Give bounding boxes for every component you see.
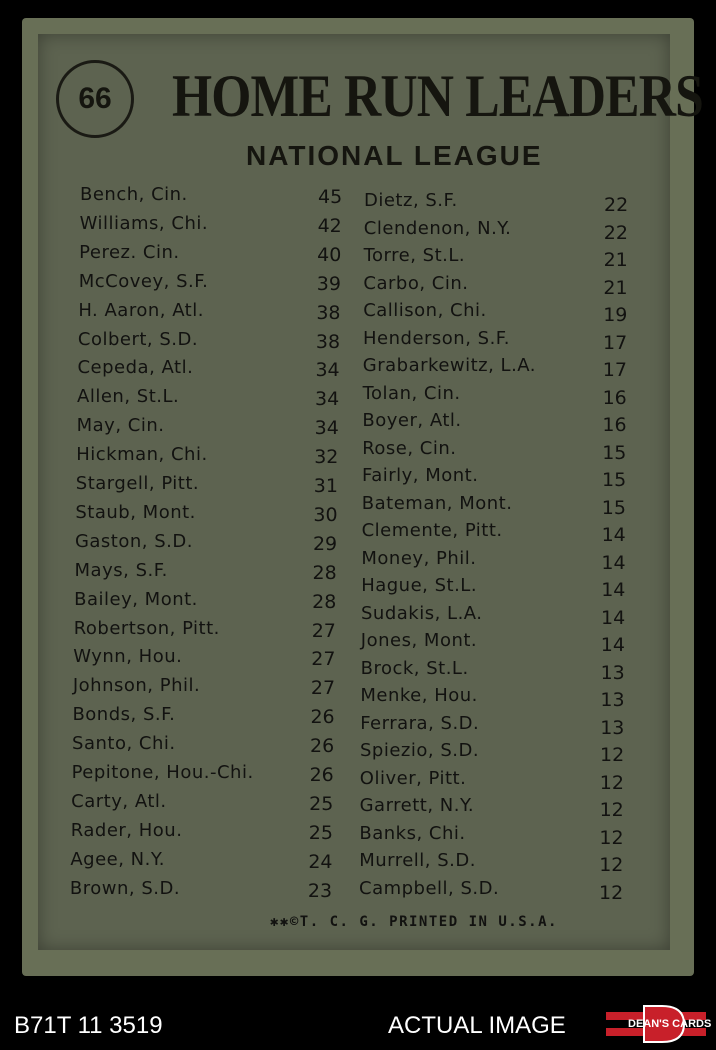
left-home-runs: 26 [310,735,335,758]
left-player-name: Allen, St.L. [77,386,180,408]
right-home-runs: 19 [603,304,628,326]
item-code: B71T 11 3519 [14,1012,163,1039]
left-home-runs: 40 [317,243,342,266]
left-home-runs: 23 [307,879,333,902]
left-player-name: Robertson, Pitt. [73,617,220,639]
right-home-runs: 12 [599,881,624,904]
right-home-runs: 12 [599,799,624,821]
left-player-name: Bonds, S.F. [72,704,176,726]
right-home-runs: 14 [601,524,626,546]
left-player-name: Pepitone, Hou.-Chi. [71,762,254,783]
left-player-name: Williams, Chi. [79,212,209,234]
right-home-runs: 17 [603,331,628,354]
left-home-runs: 28 [312,590,337,613]
left-home-runs: 34 [315,359,340,382]
left-home-runs: 26 [309,764,334,786]
right-player-name: Clendenon, N.Y. [363,217,512,239]
right-home-runs: 15 [602,469,627,491]
left-home-runs: 34 [315,388,340,411]
right-home-runs: 14 [601,579,626,601]
left-player-name: Gaston, S.D. [74,530,193,552]
right-player-name: Bateman, Mont. [361,492,513,514]
right-home-runs: 17 [602,359,627,381]
right-player-name: Brock, St.L. [360,657,469,679]
card-subtitle: NATIONAL LEAGUE [246,140,543,171]
left-home-runs: 27 [311,619,336,642]
left-home-runs: 38 [315,330,341,353]
right-home-runs: 13 [600,689,625,711]
left-player-name: Colbert, S.D. [77,328,199,350]
right-player-name: Menke, Hou. [360,685,478,706]
right-home-runs: 12 [599,854,624,876]
left-player-name: Bailey, Mont. [74,588,198,610]
left-home-runs: 24 [308,850,333,873]
left-player-name: Perez. Cin. [79,241,180,263]
right-home-runs: 13 [600,661,625,684]
actual-image-label: ACTUAL IMAGE [388,1012,566,1039]
right-home-runs: 14 [600,634,625,656]
left-home-runs: 45 [318,186,343,208]
right-home-runs: 12 [599,826,624,849]
right-home-runs: 22 [603,221,628,244]
right-home-runs: 16 [602,386,627,409]
right-player-name: Carbo, Cin. [363,272,469,294]
left-home-runs: 26 [310,706,335,729]
left-player-name: Santo, Chi. [72,733,176,755]
left-home-runs: 31 [313,475,338,497]
right-player-name: Grabarkewitz, L.A. [362,355,537,376]
left-home-runs: 28 [312,561,337,584]
right-home-runs: 12 [600,744,625,766]
left-home-runs: 25 [308,821,333,844]
left-player-name: H. Aaron, Atl. [78,299,204,321]
right-player-name: Murrell, S.D. [359,850,476,871]
right-player-name: Ferrara, S.D. [360,712,480,734]
right-home-runs: 22 [604,194,629,216]
right-home-runs: 21 [603,249,628,271]
left-player-name: May, Cin. [76,415,165,437]
right-home-runs: 21 [603,276,628,299]
left-home-runs: 42 [317,214,342,237]
left-player-name: Carty, Atl. [71,790,167,812]
right-home-runs: 15 [602,441,627,464]
card-title: HOME RUN LEADERS [172,63,703,129]
left-player-name: Bench, Cin. [80,184,188,205]
card-number: 66 [78,82,112,115]
right-player-name: Sudakis, L.A. [361,602,483,624]
right-player-name: Callison, Chi. [363,300,487,321]
right-player-name: Tolan, Cin. [362,382,461,404]
left-player-name: Johnson, Phil. [72,675,201,697]
left-home-runs: 27 [310,677,336,700]
left-player-name: Stargell, Pitt. [75,473,200,494]
left-player-name: Rader, Hou. [70,819,183,841]
left-player-name: Mays, S.F. [74,559,168,581]
right-player-name: Dietz, S.F. [364,190,458,211]
right-player-name: Jones, Mont. [360,630,478,651]
logo-text: DEAN'S CARDS [628,1018,712,1030]
left-home-runs: 29 [312,532,338,555]
left-home-runs: 25 [309,792,334,815]
right-player-name: Garrett, N.Y. [359,795,475,816]
right-player-name: Boyer, Atl. [362,410,462,431]
right-player-name: Rose, Cin. [362,437,457,459]
left-home-runs: 39 [316,272,341,295]
right-player-name: Campbell, S.D. [359,877,500,899]
right-player-name: Oliver, Pitt. [359,767,467,789]
right-home-runs: 14 [601,606,626,629]
left-home-runs: 38 [316,301,341,324]
left-player-name: Hickman, Chi. [76,444,208,466]
right-home-runs: 14 [601,551,626,574]
left-home-runs: 34 [314,417,339,440]
left-home-runs: 32 [314,446,339,469]
left-home-runs: 27 [311,648,336,671]
right-player-name: Spiezio, S.D. [360,740,480,761]
right-home-runs: 12 [599,771,624,794]
left-player-name: Brown, S.D. [69,877,181,899]
left-player-name: Staub, Mont. [75,501,196,523]
left-player-name: Cepeda, Atl. [77,357,194,379]
right-player-name: Banks, Chi. [359,822,466,844]
right-home-runs: 16 [602,414,627,436]
right-player-name: Hague, St.L. [361,575,478,596]
right-player-name: Henderson, S.F. [363,327,510,349]
right-home-runs: 13 [600,716,625,739]
right-player-name: Fairly, Mont. [362,465,479,486]
left-home-runs: 30 [313,503,338,526]
left-player-name: Agee, N.Y. [70,848,165,870]
copyright-note: ✱✱©T. C. G. PRINTED IN U.S.A. [270,914,558,930]
right-player-name: Money, Phil. [361,547,477,569]
right-player-name: Torre, St.L. [363,245,466,266]
right-player-name: Clemente, Pitt. [361,520,503,541]
right-home-runs: 15 [601,496,626,519]
card-number-badge [56,60,134,138]
left-player-name: Wynn, Hou. [73,646,183,668]
left-player-name: McCovey, S.F. [78,270,209,292]
